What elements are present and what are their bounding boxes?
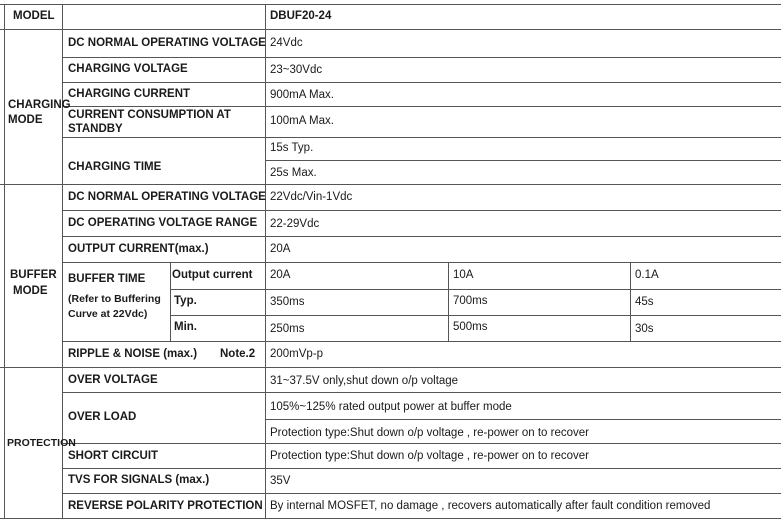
charging-current-value: 900mA Max. [270, 89, 334, 101]
ripple-label: RIPPLE & NOISE (max.) [68, 348, 198, 360]
current-cell: 0.1A [635, 269, 659, 281]
model-value: DBUF20-24 [270, 10, 332, 22]
grid-line [62, 137, 781, 138]
min-time-cell: 250ms [270, 323, 305, 335]
typ-time-cell: 700ms [453, 295, 488, 307]
buffer-dc-normal-label: DC NORMAL OPERATING VOLTAGE [68, 191, 266, 203]
charging-mode-label: CHARGING [8, 99, 71, 111]
min-time-cell: 500ms [453, 321, 488, 333]
output-current-value: 20A [270, 243, 291, 255]
grid-line [62, 443, 781, 444]
grid-line [630, 262, 631, 341]
grid-line [0, 4, 781, 5]
grid-line [62, 210, 781, 211]
grid-line [0, 29, 781, 30]
grid-line [170, 315, 781, 316]
grid-line [62, 106, 781, 107]
grid-line [62, 82, 781, 83]
current-cell: 10A [453, 269, 474, 281]
protection-label: PROTECTION [7, 437, 76, 449]
over-load-label: OVER LOAD [68, 411, 137, 423]
grid-line [62, 57, 781, 58]
output-current-label: OUTPUT CURRENT(max.) [68, 243, 209, 255]
charging-current-label: CHARGING CURRENT [68, 88, 191, 100]
current-cell: 20A [270, 269, 291, 281]
grid-line [170, 289, 781, 290]
over-voltage-label: OVER VOLTAGE [68, 374, 158, 386]
model-label: MODEL [13, 10, 55, 22]
standby-label: CURRENT CONSUMPTION AT [68, 109, 231, 121]
charging-time-label: CHARGING TIME [68, 161, 162, 173]
dc-range-value: 22-29Vdc [270, 218, 320, 230]
grid-line [265, 160, 781, 161]
grid-line [0, 518, 781, 519]
grid-line [0, 367, 781, 368]
reverse-polarity-value: By internal MOSFET, no damage , recovers automatically after fault condition removed [270, 500, 711, 512]
grid-line [265, 4, 266, 518]
charging-mode-label: MODE [8, 114, 43, 126]
charging-dc-normal-label: DC NORMAL OPERATING VOLTAGE [68, 37, 266, 49]
grid-line [62, 468, 781, 469]
grid-line [62, 493, 781, 494]
standby-value: 100mA Max. [270, 115, 334, 127]
standby-label: STANDBY [68, 123, 123, 135]
typ-time-cell: 45s [635, 296, 654, 308]
dc-range-label: DC OPERATING VOLTAGE RANGE [68, 217, 258, 229]
charging-time-max: 25s Max. [270, 167, 317, 179]
buffer-time-note: Curve at 22Vdc) [68, 308, 148, 320]
col-typ: Typ. [174, 295, 197, 307]
reverse-polarity-label: REVERSE POLARITY PROTECTION [68, 500, 263, 512]
grid-line [170, 262, 171, 341]
over-load-value: Protection type:Shut down o/p voltage , re-power on to recover [270, 427, 589, 439]
col-output-current: Output current [172, 269, 253, 281]
buffer-dc-normal-value: 22Vdc/Vin-1Vdc [270, 191, 353, 203]
charging-dc-normal-value: 24Vdc [270, 37, 303, 49]
col-min: Min. [174, 321, 197, 333]
short-circuit-label: SHORT CIRCUIT [68, 450, 159, 462]
buffer-time-note: (Refer to Buffering [68, 293, 161, 305]
grid-line [265, 419, 781, 420]
buffer-time-label: BUFFER TIME [68, 273, 146, 285]
grid-line [62, 236, 781, 237]
buffer-mode-label: BUFFER [10, 269, 57, 281]
grid-line [448, 262, 449, 341]
typ-time-cell: 350ms [270, 296, 305, 308]
charging-voltage-value: 23~30Vdc [270, 64, 323, 76]
over-load-value: 105%~125% rated output power at buffer mode [270, 401, 512, 413]
grid-line [62, 341, 781, 342]
charging-time-typ: 15s Typ. [270, 142, 314, 154]
grid-line [62, 392, 781, 393]
ripple-value: 200mVp-p [270, 348, 324, 360]
over-voltage-value: 31~37.5V only,shut down o/p voltage [270, 375, 459, 387]
tvs-label: TVS FOR SIGNALS (max.) [68, 474, 210, 486]
ripple-note: Note.2 [220, 348, 256, 360]
tvs-value: 35V [270, 475, 291, 487]
grid-line [4, 4, 5, 518]
charging-voltage-label: CHARGING VOLTAGE [68, 63, 188, 75]
grid-line [0, 184, 781, 185]
short-circuit-value: Protection type:Shut down o/p voltage , re-power on to recover [270, 450, 589, 462]
buffer-mode-label: MODE [13, 285, 48, 297]
min-time-cell: 30s [635, 323, 654, 335]
